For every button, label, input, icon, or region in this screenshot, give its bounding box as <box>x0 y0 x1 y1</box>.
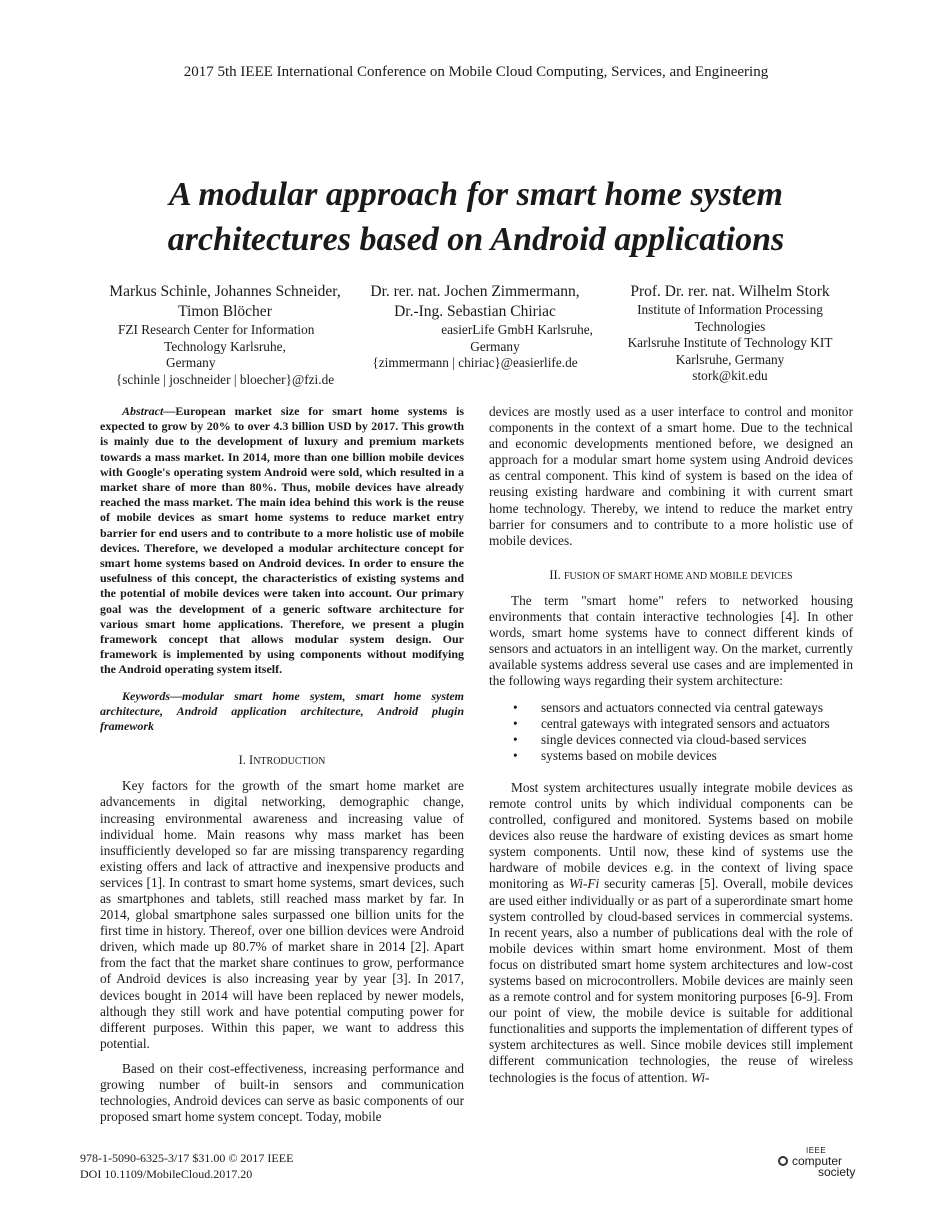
logo-society-text: society <box>818 1165 856 1179</box>
section2-paragraph-1: The term "smart home" refers to networked housing environments that contain interactive technologies [4]. In other words, smart home systems have to connect different kinds of sensors and actuators in an intelligent way. On the market, currently available systems address several use cases and are implemented in the following ways regarding their system architecture: <box>489 592 853 689</box>
abstract-dash: — <box>163 404 176 418</box>
logo-circle-icon <box>778 1156 788 1166</box>
section-title: FUSION OF SMART HOME AND MOBILE DEVICES <box>563 570 793 582</box>
list-item <box>489 700 853 716</box>
isbn-line: 978-1-5090-6325-3/17 $31.00 © 2017 IEEE <box>80 1151 294 1165</box>
intro-paragraph-2-continued: devices are mostly used as a user interface to control and monitor components in the context of a smart home. Due to the technical and economic developments mentioned before, we designed an approach for a modular smart home system using Android devices as central component. This kind of system is based on the idea of reusing existing hardware and combining it with current smart home technology. Thereby, we intend to reduce the market entry barrier for consumers and to contribute to a more holistic use of mobile devices. <box>489 404 853 548</box>
affiliation: Institute of Information Processing <box>637 302 823 317</box>
right-column <box>489 404 853 1086</box>
affiliation: Germany <box>166 355 216 371</box>
affiliation: FZI Research Center for Information <box>118 322 315 337</box>
affiliation: Karlsruhe Institute of Technology KIT <box>627 335 833 351</box>
author-names: Dr. rer. nat. Jochen Zimmermann, <box>370 283 580 300</box>
logo-computer-text: computer <box>792 1154 843 1168</box>
author-block-fzi <box>100 282 350 388</box>
affiliation: Technology Karlsruhe, <box>164 338 286 354</box>
bullet: • <box>513 699 518 715</box>
list-item <box>489 716 853 732</box>
section-number: I. <box>238 753 250 768</box>
keywords-text: modular smart home system, smart home system architecture, Android application architecture, Android plugin framework <box>100 688 464 734</box>
keywords-label: Keywords— <box>122 688 182 703</box>
footer-copyright <box>80 1150 293 1182</box>
author-names: Markus Schinle, Johannes Schneider, <box>109 283 341 300</box>
list-item-text: single devices connected via cloud-based services <box>541 731 807 747</box>
title-line-2: architectures based on Android applications <box>167 221 785 258</box>
author-email: {zimmermann | chiriac}@easierlife.de <box>372 355 578 371</box>
section-title-rest: NTRODUCTION <box>253 756 326 768</box>
affiliation: Germany <box>470 338 520 354</box>
affiliation: easierLife GmbH Karlsruhe, <box>441 322 593 337</box>
section-heading-introduction <box>100 752 464 770</box>
author-names: Prof. Dr. rer. nat. Wilhelm Stork <box>630 283 830 300</box>
list-item-text: systems based on mobile devices <box>541 747 717 763</box>
list-item-text: central gateways with integrated sensors and actuators <box>541 715 830 731</box>
paragraph-text: security cameras [5]. Overall, mobile devices are used either individually or as part of a superordinate smart home system controlled by cloud-based services in commercial systems. In recent years, also a number of publications deal with the role of mobile devices within smart home environment. Most of them focus on distributed smart home system architectures and low-cost systems based on microcontrollers. Mobile devices are mainly seen as a remote control and for system monitoring purposes [6-9]. From our point of view, the mobile device is suitable for additional functionalities and supports the implementation of different types of system architectures as well. Since mobile devices still implement different communication technologies, the reuse of wireless technologies is the focus of attention. <box>489 876 853 1085</box>
abstract-label: Abstract <box>122 404 164 418</box>
architecture-list <box>489 700 853 764</box>
bullet: • <box>513 731 518 747</box>
keywords <box>100 689 464 735</box>
ieee-computer-society-logo <box>778 1146 860 1180</box>
list-item <box>489 748 853 764</box>
list-item-text: sensors and actuators connected via central gateways <box>541 699 824 715</box>
title-line-1: A modular approach for smart home system <box>169 176 783 213</box>
bullet: • <box>513 715 518 731</box>
intro-paragraph-1: Key factors for the growth of the smart home market are advancements in digital networking, demographic change, increasing environmental awareness and increasing value of individual home. Main reasons why mass market has been insufficiently developed so far are missing transparency regarding existing offers and lack of attractive and inexpensive products and services [1]. In contrast to smart home systems, smart devices, such as smartphones and tablets, still reached mass market by far. In 2014, global smartphone sales surpassed one billion units for the first time in history. Thereof, over one billion devices were Android driven, which made up 80.7% of market share in 2014 [2]. Apart from the fact that the market share continues to grow, performance of Android devices is also increasing year by year [3]. In 2017, devices bought in 2014 will have been replaced by newer models, although they still work and have potential computing power for different purposes. Within this paper, we want to address this potential. <box>100 778 464 1051</box>
affiliation: Karlsruhe, Germany <box>675 351 785 367</box>
section-number: II. <box>549 567 564 582</box>
paragraph-text: Most system architectures usually integrate mobile devices as remote control units by which individual components can be controlled, configured and monitored. Systems based on mobile devices also reuse the hardware of existing devices as smart home system components. Until now, these kind of systems use the hardware of mobile devices e.g. in the context of living space monitoring as <box>489 779 853 892</box>
left-column <box>100 404 464 1125</box>
section-heading-fusion <box>489 567 853 585</box>
abstract-text: European market size for smart home systems is expected to grow by 20% to over 4.3 billion USD by 2017. This growth is mainly due to the development of luxury and premium markets towards a mass market. In 2014, more than one billion mobile devices with Google's operating system Android were sold, which resulted in a market share of more than 80%. Thus, mobile devices have already reached the mass market. The main idea behind this work is the reuse of mobile devices as smart home systems to reduce market entry barrier for end users and to contribute to a more holistic use of mobile devices. Therefore, we developed a modular architecture concept for smart home systems based on Android devices. In order to ensure the usefulness of this concept, the characteristics of existing systems and the potential of mobile devices were taken into account. Our primary goal was the development of a generic software architecture for various smart home applications. Therefore, we present a plugin framework concept that allows modular system design. Our framework is implemented by using components without modifying the Android operating system itself. <box>100 404 464 677</box>
conference-header: 2017 5th IEEE International Conference on Mobile Cloud Computing, Services, and Engineering <box>183 64 769 80</box>
list-item <box>489 732 853 748</box>
intro-paragraph-2: Based on their cost-effectiveness, increasing performance and growing number of built-in sensors and communication technologies, Android devices can serve as basic components of our proposed smart home system concept. Today, mobile <box>100 1060 464 1125</box>
author-block-easierlife <box>355 282 595 372</box>
bullet: • <box>513 747 518 763</box>
abstract <box>100 404 464 678</box>
author-email: {schinle | joschneider | bloecher}@fzi.de <box>115 371 335 387</box>
paper-title <box>60 172 892 262</box>
doi-line: DOI 10.1109/MobileCloud.2017.20 <box>80 1167 253 1181</box>
section-title-initial: I <box>249 753 254 768</box>
affiliation: Technologies <box>694 318 766 334</box>
wifi-term: Wi-Fi <box>568 876 600 892</box>
section2-paragraph-2 <box>489 780 853 1086</box>
wifi-term: Wi- <box>691 1069 710 1085</box>
logo-ieee-text: IEEE <box>806 1146 827 1155</box>
author-email: stork@kit.edu <box>692 368 768 384</box>
author-names: Dr.-Ing. Sebastian Chiriac <box>394 303 556 320</box>
author-block-kit <box>610 282 850 385</box>
author-names: Timon Blöcher <box>178 303 272 320</box>
